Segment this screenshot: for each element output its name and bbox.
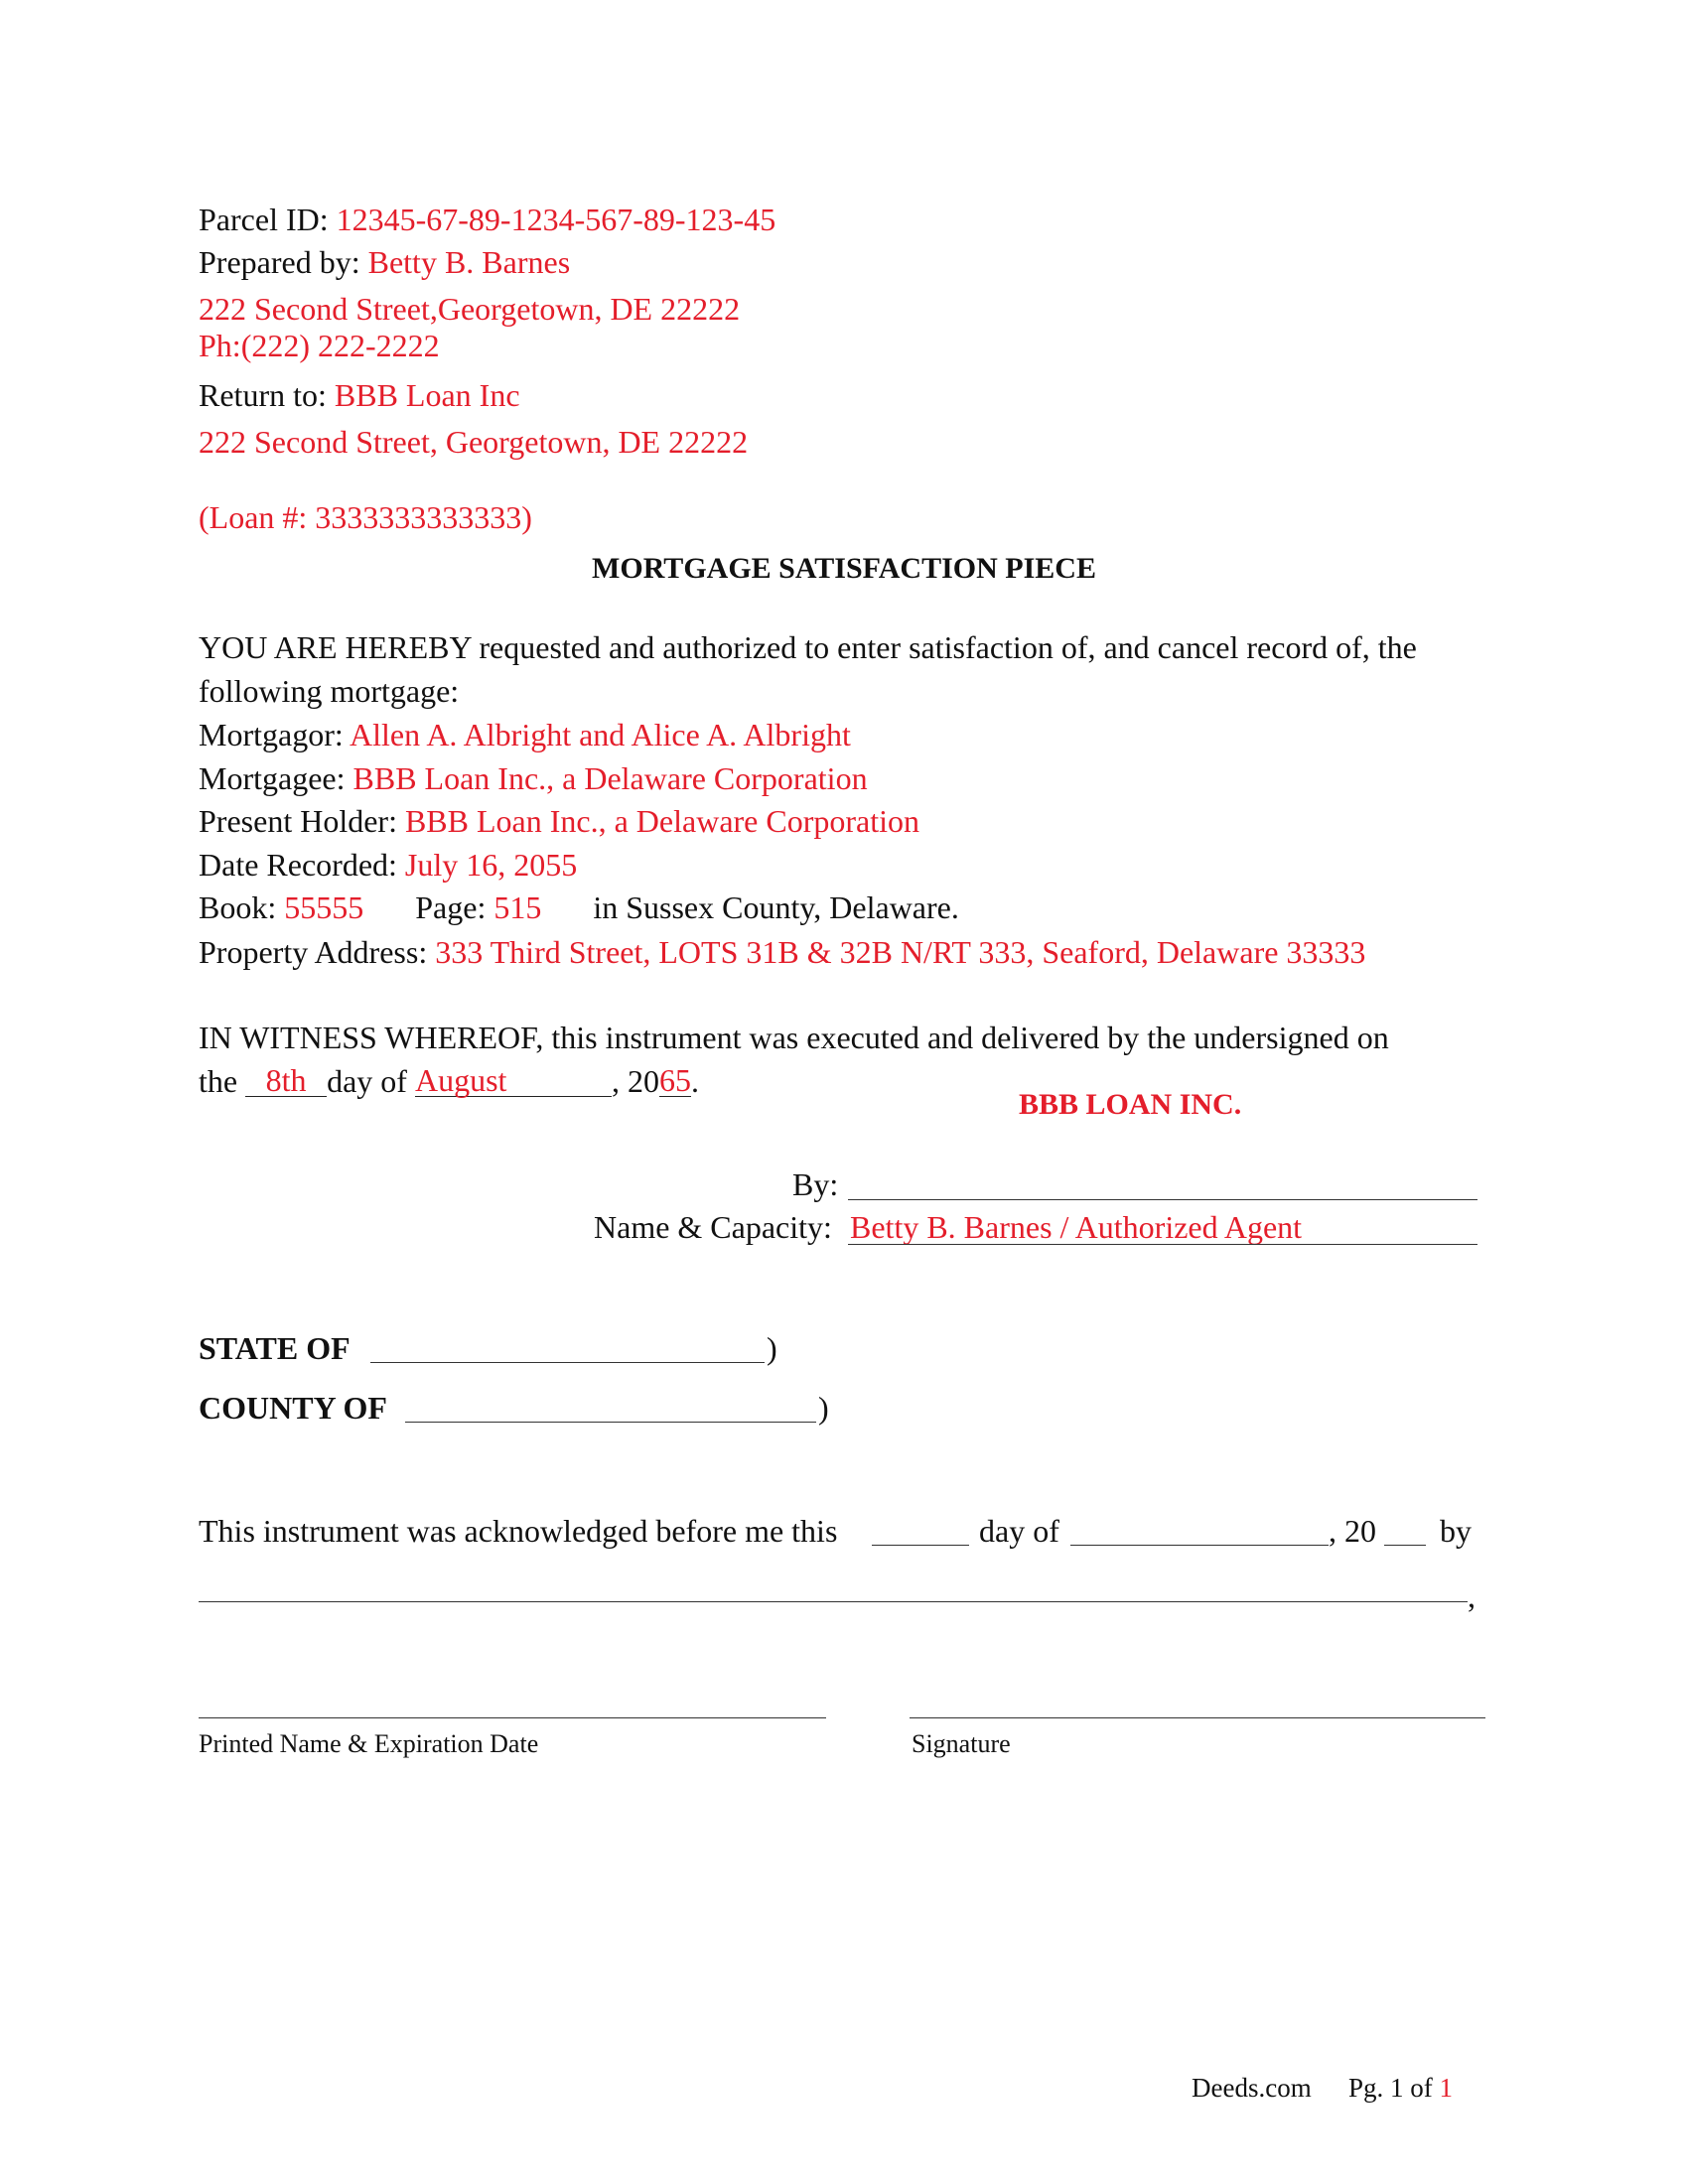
mortgagor-line [199,719,851,751]
signature-label: Signature [912,1729,1011,1758]
prepared-line [199,246,570,278]
name-capacity-label: Name & Capacity: [594,1209,832,1245]
by-label: By: [792,1166,839,1202]
prepared-address: 222 Second Street,Georgetown, DE 22222 [199,291,741,327]
parcel-line [199,204,775,235]
footer-page-total: 1 [1439,2073,1454,2103]
printed-name-line [199,1717,826,1718]
page-value: 515 [493,889,542,925]
county-paren: ) [818,1390,829,1426]
witness-line-2 [199,1064,699,1097]
date-recorded-label: Date Recorded: [199,847,397,883]
county-label: COUNTY OF [199,1390,387,1426]
state-label: STATE OF [199,1330,351,1366]
county-line [405,1422,816,1423]
footer-site: Deeds.com [1192,2073,1312,2103]
document-title: MORTGAGE SATISFACTION PIECE [592,552,1096,585]
footer-page-label: Pg. 1 of [1348,2073,1433,2103]
witness-year-prefix: , 20 [611,1063,659,1099]
witness-year-value: 65 [658,1062,691,1098]
return-line [199,379,520,411]
name-capacity-line [848,1244,1477,1245]
mortgagor-value: Allen A. Albright and Alice A. Albright [349,717,851,752]
book-label: Book: [199,889,277,925]
notary-signature-line [910,1717,1485,1718]
return-name: BBB Loan Inc [334,377,520,413]
property-line [199,936,1365,968]
state-line [370,1362,765,1363]
witness-line-1: IN WITNESS WHEREOF, this instrument was executed and delivered by the undersigned on [199,1020,1389,1055]
state-paren: ) [767,1330,777,1366]
ack-name-line [199,1601,1468,1602]
witness-day-value: 8th [245,1064,327,1097]
mortgagee-line [199,762,868,794]
name-capacity-value: Betty B. Barnes / Authorized Agent [850,1209,1303,1245]
loan-number: (Loan #: 3333333333333) [199,499,532,535]
holder-label: Present Holder: [199,803,397,839]
by-signature-line [848,1199,1477,1200]
ack-day-line [872,1545,969,1546]
ack-year-line [1384,1545,1426,1546]
page-label: Page: [415,889,487,925]
book-value: 55555 [284,889,364,925]
witness-period: . [690,1063,699,1099]
prepared-phone: Ph:(222) 222-2222 [199,328,440,363]
printed-name-label: Printed Name & Expiration Date [199,1729,539,1758]
return-label: Return to: [199,377,327,413]
ack-year: , 20 [1329,1513,1376,1549]
intro-line-2: following mortgage: [199,673,460,709]
date-recorded-value: July 16, 2055 [404,847,578,883]
date-recorded-line [199,849,577,881]
mortgagee-value: BBB Loan Inc., a Delaware Corporation [352,760,868,796]
parcel-label: Parcel ID: [199,202,329,237]
intro-line-1: YOU ARE HEREBY requested and authorized to enter satisfaction of, and cancel record of, the [199,629,1417,665]
mortgagee-label: Mortgagee: [199,760,346,796]
ack-day-of: day of [979,1513,1059,1549]
return-address: 222 Second Street, Georgetown, DE 22222 [199,424,749,460]
parcel-id: 12345-67-89-1234-567-89-123-45 [336,202,776,237]
property-label: Property Address: [199,934,428,970]
footer-page [1348,2075,1453,2102]
witness-the: the [199,1063,238,1099]
company-name: BBB LOAN INC. [1019,1088,1242,1121]
book-page-line [199,891,959,923]
holder-value: BBB Loan Inc., a Delaware Corporation [404,803,920,839]
mortgagor-label: Mortgagor: [199,717,344,752]
prepared-label: Prepared by: [199,244,360,280]
county-text: in Sussex County, Delaware. [593,889,959,925]
witness-month-value: August [415,1064,612,1097]
ack-text: This instrument was acknowledged before me this [199,1513,838,1549]
witness-day-of: day of [327,1063,407,1099]
prepared-name: Betty B. Barnes [367,244,571,280]
ack-month-line [1070,1545,1329,1546]
ack-comma: , [1468,1578,1476,1614]
holder-line [199,805,919,837]
property-value: 333 Third Street, LOTS 31B & 32B N/RT 333, Seaford, Delaware 33333 [435,934,1366,970]
ack-by: by [1440,1513,1472,1549]
